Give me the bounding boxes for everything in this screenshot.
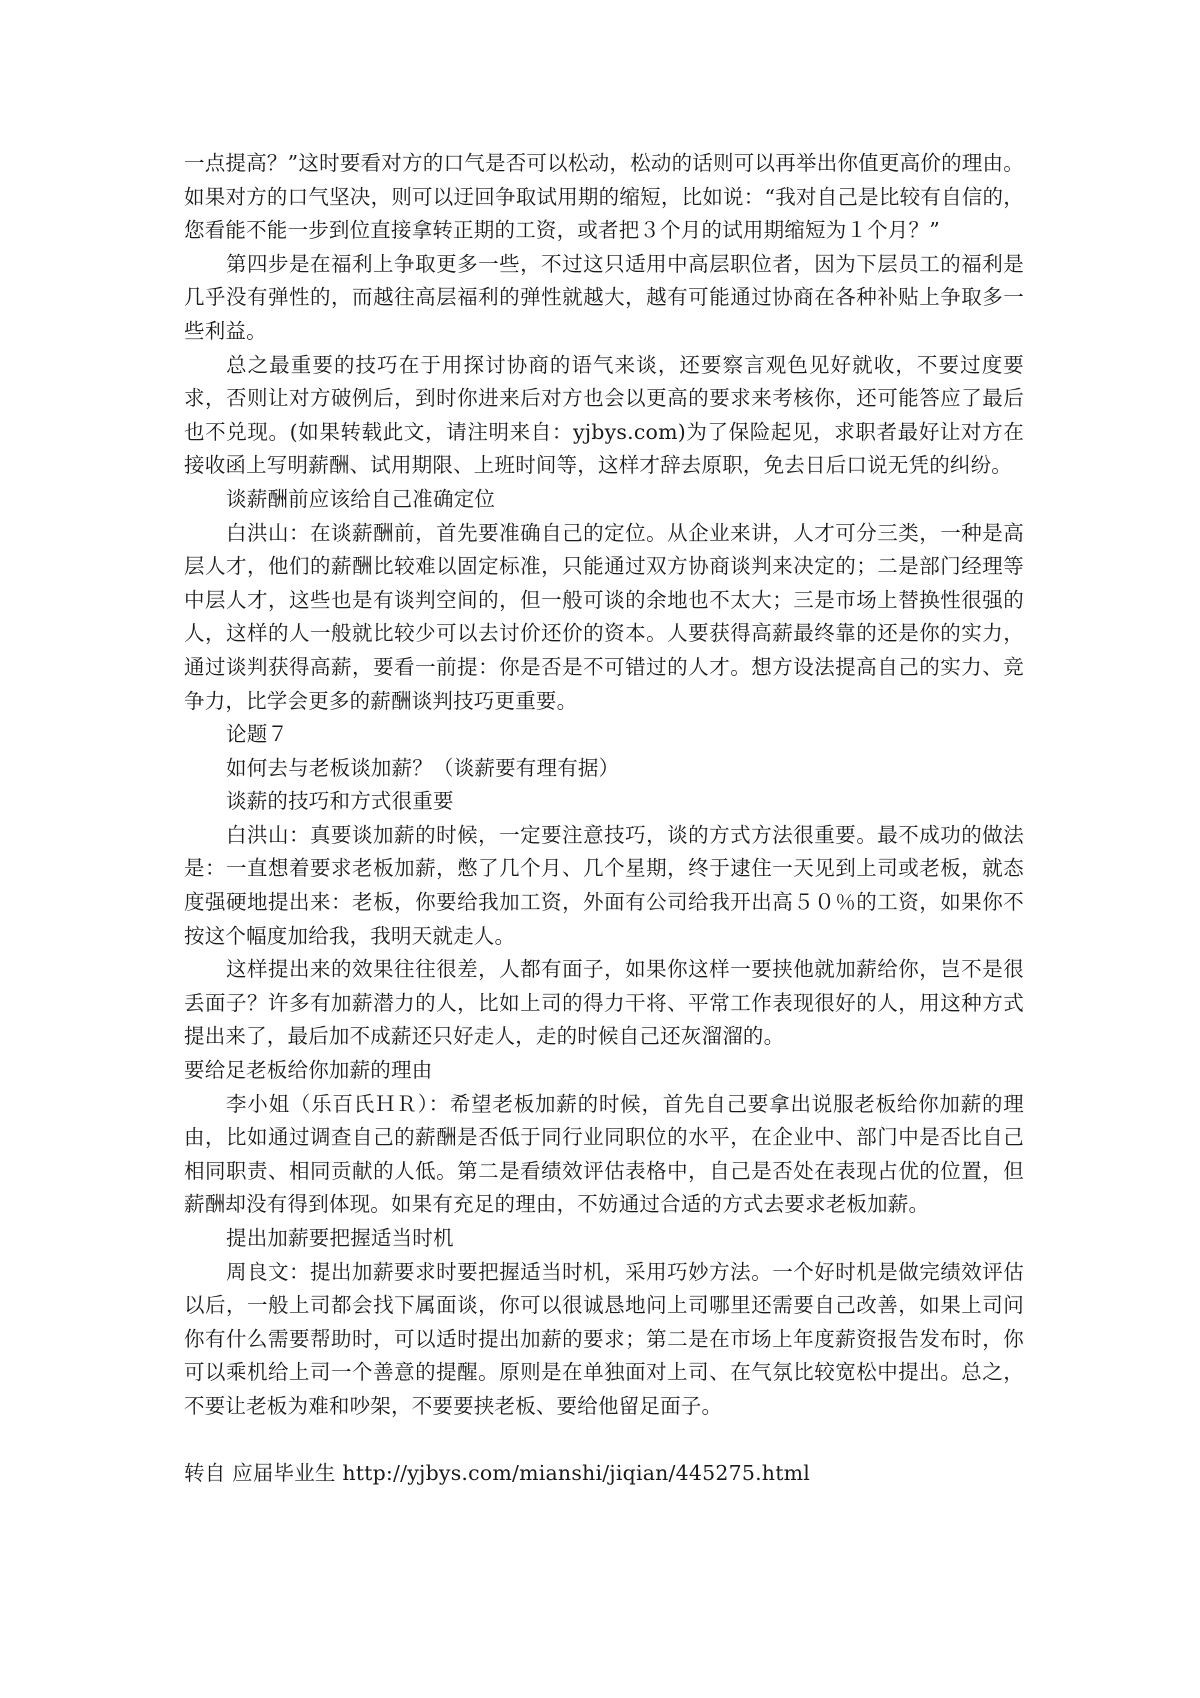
source-line: 转自 应届毕业生 http://yjbys.com/mianshi/jiqian/445275.html [184,1460,811,1485]
paragraph-10: 这样提出来的效果往往很差，人都有面子，如果你这样一要挟他就加薪给你，岂不是很丢面子？许多有加薪潜力的人，比如上司的得力干将、平常工作表现很好的人，用这种方式提出来了，最后加不成薪还只好走人，走的时候自己还灰溜溜的。 [184,957,1024,1049]
topic-title-heading: 如何去与老板谈加薪？（谈薪要有理有据） [226,755,620,780]
section-heading-skills: 谈薪的技巧和方式很重要 [226,789,454,814]
section-heading-reasons: 要给足老板给你加薪的理由 [184,1058,433,1083]
paragraph-2: 第四步是在福利上争取更多一些，不过这只适用中高层职位者，因为下层员工的福利是几乎没有弹性的，而越往高层福利的弹性就越大，越有可能通过协商在各种补贴上争取多一些利益。 [184,251,1024,343]
paragraph-9: 白洪山：真要谈加薪的时候，一定要注意技巧，谈的方式方法很重要。最不成功的做法是：一直想着要求老板加薪，憋了几个月、几个星期，终于逮住一天见到上司或老板，就态度强硬地提出来：老板，你要给我加工资，外面有公司给我开出高５０％的工资，如果你不按这个幅度加给我，我明天就走人。 [184,822,1024,948]
topic-number-heading: 论题７ [226,722,289,747]
paragraph-3: 总之最重要的技巧在于用探讨协商的语气来谈，还要察言观色见好就收，不要过度要求，否则让对方破例后，到时你进来后对方也会以更高的要求来考核你，还可能答应了最后也不兑现。(如果转载此文，请注明来自：yjbys.com)为了保险起见，求职者最好让对方在接收函上写明薪酬、试用期限、上班时间等，这样才辞去原职，免去日后口说无凭的纠纷。 [184,352,1024,478]
paragraph-5: 白洪山：在谈薪酬前，首先要准确自己的定位。从企业来讲，人才可分三类，一种是高层人才，他们的薪酬比较难以固定标准，只能通过双方协商谈判来决定的；二是部门经理等中层人才，这些也是有谈判空间的，但一般可谈的余地也不太大；三是市场上替换性很强的人，这样的人一般就比较少可以去讨价还价的资本。人要获得高薪最终靠的还是你的实力，通过谈判获得高薪，要看一前提：你是否是不可错过的人才。想方设法提高自己的实力、竞争力，比学会更多的薪酬谈判技巧更重要。 [184,520,1024,713]
paragraph-12: 李小姐（乐百氏ＨＲ）：希望老板加薪的时候，首先自己要拿出说服老板给你加薪的理由，比如通过调查自己的薪酬是否低于同行业同职位的水平，在企业中、部门中是否比自己相同职责、相同贡献的人低。第二是看绩效评估表格中，自己是否处在表现占优的位置，但薪酬却没有得到体现。如果有充足的理由，不妨通过合适的方式去要求老板加薪。 [184,1091,1024,1217]
section-heading-timing: 提出加薪要把握适当时机 [226,1226,454,1250]
section-heading-positioning: 谈薪酬前应该给自己准确定位 [226,486,496,511]
paragraph-1: 一点提高？”这时要看对方的口气是否可以松动，松动的话则可以再举出你值更高价的理由。如果对方的口气坚决，则可以迂回争取试用期的缩短，比如说：“我对自己是比较有自信的，您看能不能一步到位直接拿转正期的工资，或者把３个月的试用期缩短为１个月？” [184,151,1024,243]
document-body [184,147,1024,1490]
paragraph-14: 周良文：提出加薪要求时要把握适当时机，采用巧妙方法。一个好时机是做完绩效评估以后，一般上司都会找下属面谈，你可以很诚恳地问上司哪里还需要自己改善，如果上司问你有什么需要帮助时，可以适时提出加薪的要求；第二是在市场上年度薪资报告发布时，你可以乘机给上司一个善意的提醒。原则是在单独面对上司、在气氛比较宽松中提出。总之，不要让老板为难和吵架，不要要挟老板、要给他留足面子。 [184,1259,1024,1418]
